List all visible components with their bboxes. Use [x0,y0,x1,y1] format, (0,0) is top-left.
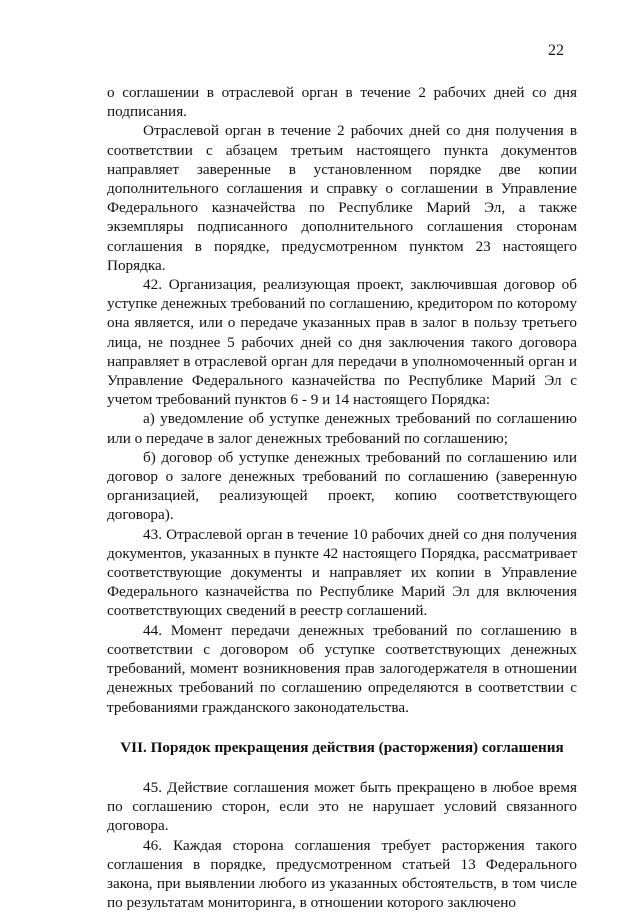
page-number: 22 [548,42,564,59]
document-body [107,83,577,912]
paragraph-item-42a: а) уведомление об уступке денежных требований по соглашению или о передаче в залог денежных требований по соглашению; [107,410,577,447]
paragraph-item-42: 42. Организация, реализующая проект, заключившая договор об уступке денежных требований по соглашению, кредитором по которому она является, или о передаче указанных прав в залог в пользу третьего лица, не позднее 5 рабочих дней со дня заключения такого договора направляет в отраслевой орган для передачи в уполномоченный орган и Управление Федерального казначейства по Республике Марий Эл с учетом требований пунктов 6 - 9 и 14 настоящего Порядка: [107,276,577,409]
paragraph-item-45: 45. Действие соглашения может быть прекращено в любое время по соглашению сторон, если это не нарушает условий связанного договора. [107,778,577,835]
paragraph-item-43: 43. Отраслевой орган в течение 10 рабочих дней со дня получения документов, указанных в пункте 42 настоящего Порядка, рассматривает соответствующие документы и направляет их копии в Управление Федерального казначейства по Республике Марий Эл для включения соответствующих сведений в реестр соглашений. [107,525,577,620]
paragraph-agency-forwarding: Отраслевой орган в течение 2 рабочих дней со дня получения в соответствии с абзацем третьим настоящего пункта документов направляет заверенные в установленном порядке две копии дополнительного соглашения и справку о соглашении в Управление Федерального казначейства по Республике Марий Эл, а также экземпляры подписанного дополнительного соглашения сторонам соглашения в порядке, предусмотренном пунктом 23 настоящего Порядка. [107,122,577,274]
paragraph-item-42b: б) договор об уступке денежных требований по соглашению или договор о залоге денежных требований по соглашению (заверенную организацией, реализующей проект, копию соответствующего договора). [107,448,577,524]
paragraph-item-44: 44. Момент передачи денежных требований по соглашению в соответствии с договором об уступке соответствующих денежных требований, момент возникновения прав залогодержателя в отношении денежных требований по соглашению определяются в соответствии с требованиями гражданского законодательства. [107,621,577,716]
paragraph-item-46: 46. Каждая сторона соглашения требует расторжения такого соглашения в порядке, предусмотренном статьей 13 Федерального закона, при выявлении любого из указанных обстоятельств, в том числе по результатам мониторинга, в отношении которого заключено [107,836,577,912]
section-heading: VII. Порядок прекращения действия (расторжения) соглашения [120,738,564,756]
paragraph-continuation: о соглашении в отраслевой орган в течение 2 рабочих дней со дня подписания. [107,84,577,121]
